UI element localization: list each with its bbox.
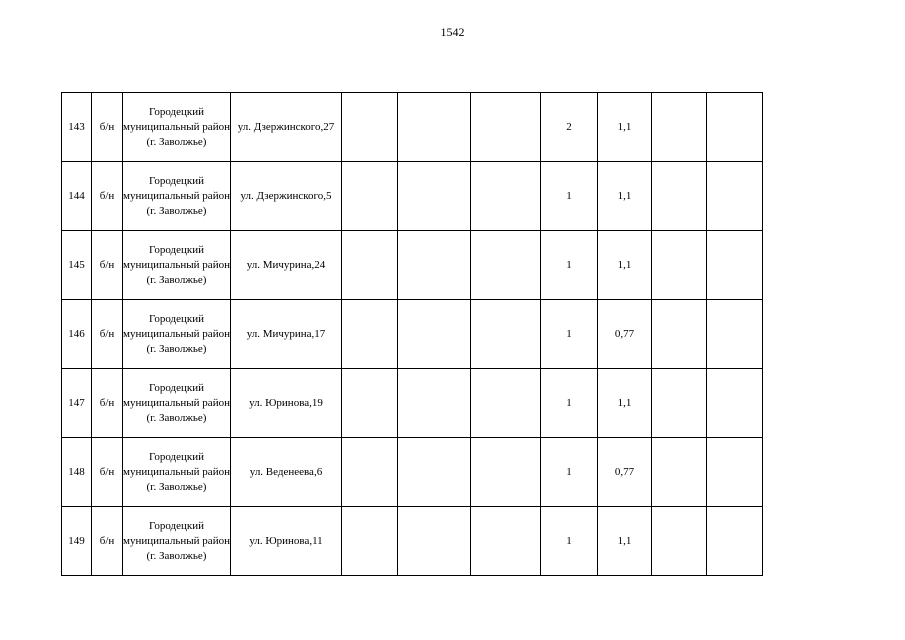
table-row xyxy=(62,93,832,162)
empty-cell xyxy=(707,438,763,507)
row-code: б/н xyxy=(92,438,123,507)
row-count: 1 xyxy=(541,369,598,438)
empty-cell xyxy=(652,300,707,369)
row-address: ул. Веденеева,6 xyxy=(231,438,342,507)
row-code: б/н xyxy=(92,369,123,438)
row-count: 1 xyxy=(541,507,598,576)
row-district: Городецкий муниципальный район (г. Заволжье) xyxy=(123,162,231,231)
row-code: б/н xyxy=(92,231,123,300)
row-count: 1 xyxy=(541,300,598,369)
row-code: б/н xyxy=(92,93,123,162)
empty-cell xyxy=(471,507,541,576)
row-count: 1 xyxy=(541,438,598,507)
empty-cell xyxy=(398,369,471,438)
empty-cell xyxy=(707,93,763,162)
empty-cell xyxy=(398,93,471,162)
row-volume: 1,1 xyxy=(598,162,652,231)
row-number: 144 xyxy=(62,162,92,231)
empty-cell xyxy=(471,231,541,300)
table-row xyxy=(62,162,832,231)
row-district: Городецкий муниципальный район (г. Заволжье) xyxy=(123,438,231,507)
empty-cell xyxy=(707,162,763,231)
row-number: 147 xyxy=(62,369,92,438)
data-table xyxy=(61,92,832,576)
row-address: ул. Юринова,11 xyxy=(231,507,342,576)
row-number: 146 xyxy=(62,300,92,369)
row-address: ул. Мичурина,17 xyxy=(231,300,342,369)
empty-cell xyxy=(652,162,707,231)
row-volume: 0,77 xyxy=(598,438,652,507)
row-number: 148 xyxy=(62,438,92,507)
row-volume: 0,77 xyxy=(598,300,652,369)
row-volume: 1,1 xyxy=(598,231,652,300)
row-address: ул. Мичурина,24 xyxy=(231,231,342,300)
empty-cell xyxy=(398,300,471,369)
table-row xyxy=(62,300,832,369)
empty-cell xyxy=(398,438,471,507)
empty-cell xyxy=(342,300,398,369)
empty-cell xyxy=(342,369,398,438)
empty-cell xyxy=(398,231,471,300)
empty-cell xyxy=(398,507,471,576)
table-row xyxy=(62,438,832,507)
row-volume: 1,1 xyxy=(598,507,652,576)
row-district: Городецкий муниципальный район (г. Заволжье) xyxy=(123,369,231,438)
row-number: 145 xyxy=(62,231,92,300)
row-address: ул. Дзержинского,5 xyxy=(231,162,342,231)
empty-cell xyxy=(471,162,541,231)
table-row xyxy=(62,369,832,438)
row-address: ул. Юринова,19 xyxy=(231,369,342,438)
row-district: Городецкий муниципальный район (г. Заволжье) xyxy=(123,300,231,369)
row-district: Городецкий муниципальный район (г. Заволжье) xyxy=(123,231,231,300)
empty-cell xyxy=(652,507,707,576)
empty-cell xyxy=(652,231,707,300)
page-number: 1542 xyxy=(440,25,465,39)
empty-cell xyxy=(471,369,541,438)
empty-cell xyxy=(707,231,763,300)
row-district: Городецкий муниципальный район (г. Заволжье) xyxy=(123,507,231,576)
row-code: б/н xyxy=(92,162,123,231)
empty-cell xyxy=(652,93,707,162)
empty-cell xyxy=(471,300,541,369)
empty-cell xyxy=(342,162,398,231)
empty-cell xyxy=(471,438,541,507)
empty-cell xyxy=(342,231,398,300)
row-code: б/н xyxy=(92,300,123,369)
row-number: 143 xyxy=(62,93,92,162)
empty-cell xyxy=(342,93,398,162)
row-volume: 1,1 xyxy=(598,369,652,438)
row-volume: 1,1 xyxy=(598,93,652,162)
empty-cell xyxy=(342,507,398,576)
empty-cell xyxy=(652,369,707,438)
row-count: 2 xyxy=(541,93,598,162)
row-address: ул. Дзержинского,27 xyxy=(231,93,342,162)
empty-cell xyxy=(707,300,763,369)
row-code: б/н xyxy=(92,507,123,576)
row-district: Городецкий муниципальный район (г. Заволжье) xyxy=(123,93,231,162)
empty-cell xyxy=(398,162,471,231)
empty-cell xyxy=(471,93,541,162)
row-count: 1 xyxy=(541,231,598,300)
table-row xyxy=(62,507,832,576)
table-row xyxy=(62,231,832,300)
empty-cell xyxy=(342,438,398,507)
row-count: 1 xyxy=(541,162,598,231)
empty-cell xyxy=(652,438,707,507)
empty-cell xyxy=(707,369,763,438)
row-number: 149 xyxy=(62,507,92,576)
empty-cell xyxy=(707,507,763,576)
